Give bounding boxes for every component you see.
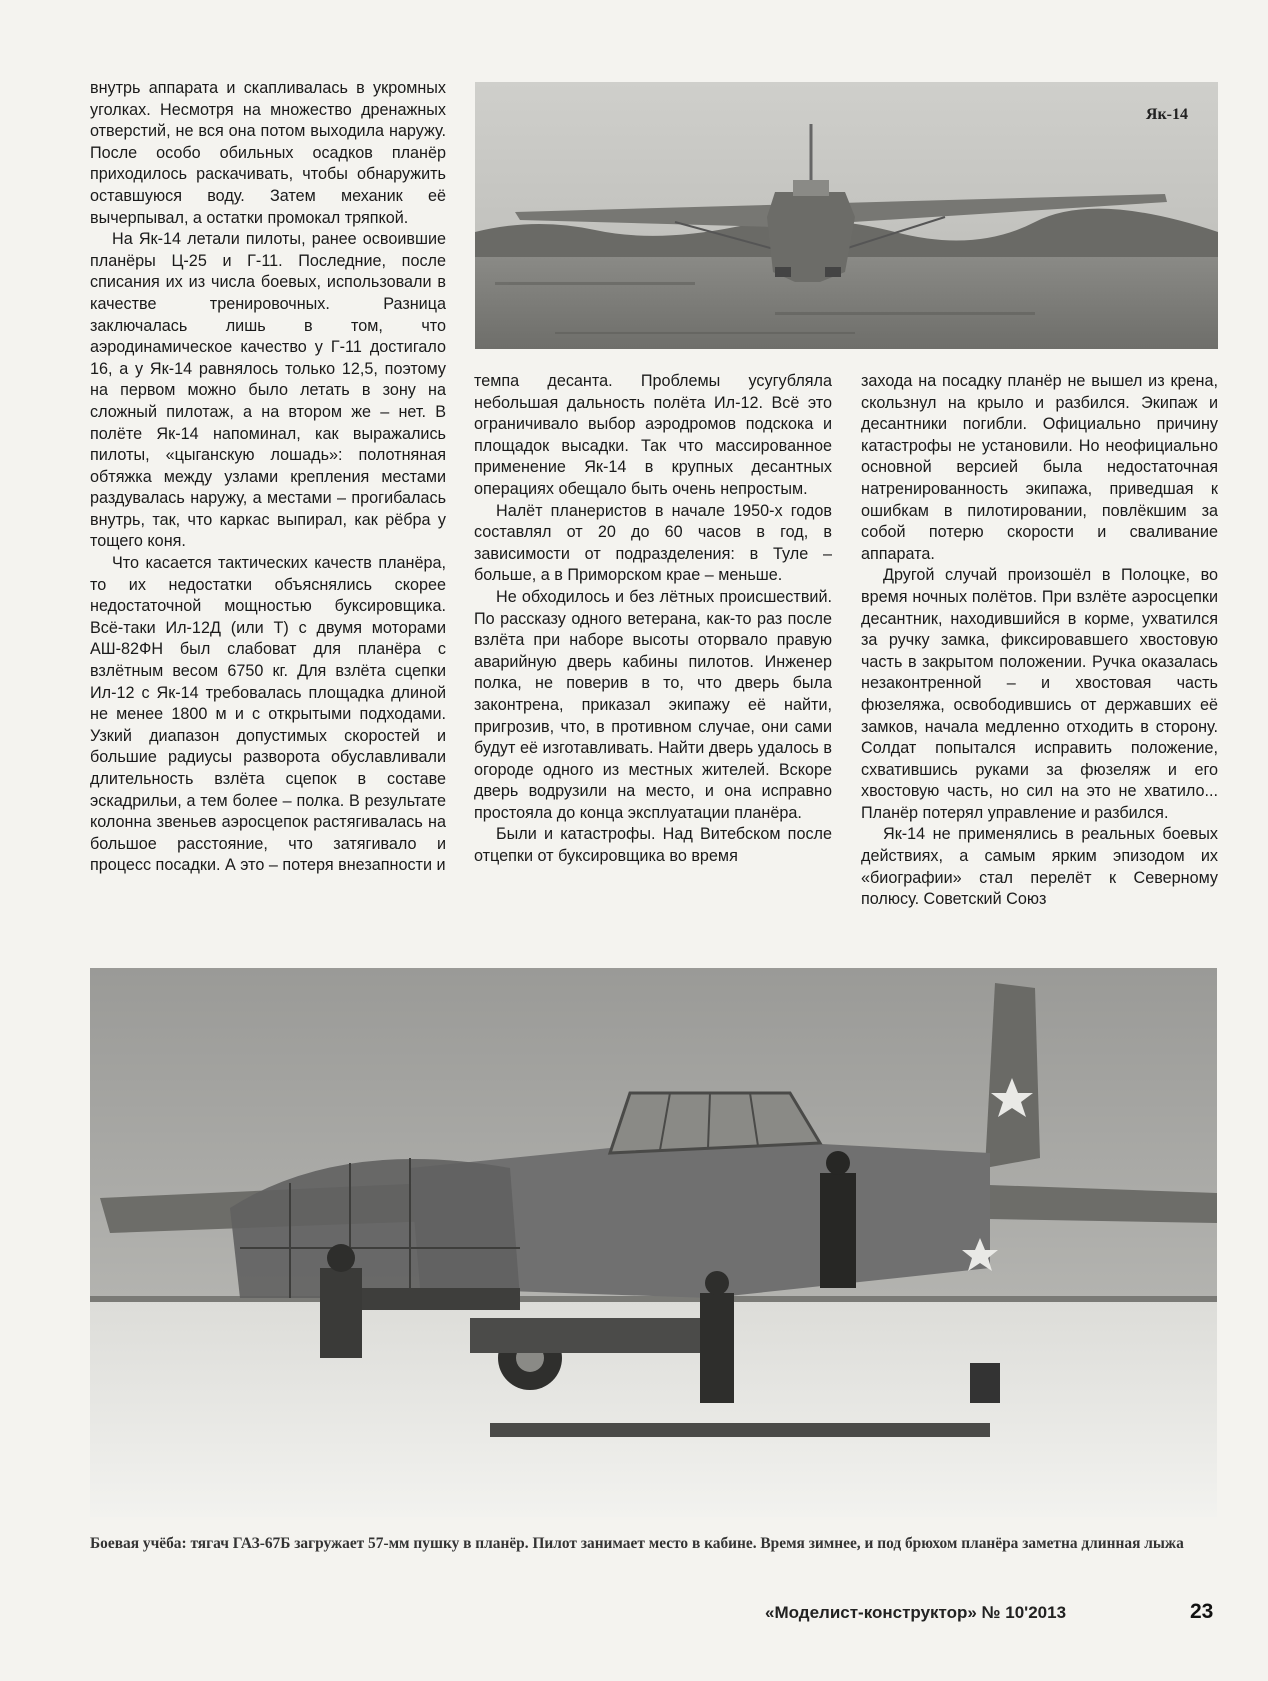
- photo-label: Як-14: [1145, 106, 1188, 123]
- paragraph: Были и катастрофы. Над Витебском после отцепки от буксировщика во время: [474, 825, 832, 866]
- page-number: 23: [1190, 1600, 1214, 1623]
- paragraph: Другой случай произошёл в Полоцке, во время ночных полётов. При взлёте аэросцепки десантник, находившийся в корме, ухватился за ручку замка, фиксировавшего хвостовую часть в закрытом положении. Ручка оказалась незаконтренной – и хвостовая часть фюзеляжа, освободившись от державших её замков, начала медленно отходить в сторону. Солдат попытался исправить положение, схватившись руками за фюзеляж и его хвостовую часть, но сил на это не хватило... Планёр потерял управление и разбился.: [861, 566, 1218, 822]
- paragraph: Налёт планеристов в начале 1950-х годов составлял от 20 до 60 часов в год, в зависимости от подразделения: в Туле – больше, а в Приморском крае – меньше.: [474, 501, 832, 585]
- paragraph: темпа десанта. Проблемы усугубляла небольшая дальность полёта Ил-12. Всё это ограничивало выбор аэродромов подскока и площадок высадки. Так что массированное применение Як-14 в крупных десантных операциях обещало быть очень непростым.: [474, 372, 832, 498]
- glider-photo-top: [475, 82, 1218, 349]
- text-column-1: [90, 78, 446, 877]
- paragraph: На Як-14 летали пилоты, ранее освоившие планёры Ц-25 и Г-11. Последние, после списания их из числа боевых, использовали в качестве тренировочных. Разница заключалась лишь в том, что аэродинамическое качество у Г-11 достигало 16, а у Як-14 равнялось только 12,5, поэтому на первом можно было летать в зону на сложный пилотаж, а на втором же – нет. В полёте Як-14 напоминал, как выражались пилоты, «цыганскую лошадь»: полотняная обтяжка между узлами крепления местами раздувалась наружу, а местами – прогибалась внутрь, так, что каркас выпирал, как рёбра у тощего коня.: [90, 230, 446, 551]
- paragraph: Не обходилось и без лётных происшествий. По рассказу одного ветерана, как-то раз после взлёта при наборе высоты оторвало правую аварийную дверь кабины пилотов. Инженер полка, не поверив в то, что дверь была законтрена, приказал экипажу её найти, пригрозив, что, в противном случае, они сами будут её изготавливать. Найти дверь удалось в огороде одного из местных жителей. Вскоре дверь водрузили на место, и она исправно простояла до конца эксплуатации планёра.: [474, 587, 832, 822]
- glider-loading-photo: [90, 968, 1217, 1517]
- text-column-3: [861, 371, 1218, 911]
- text-column-2: [474, 371, 832, 868]
- paragraph: захода на посадку планёр не вышел из крена, скользнул на крыло и разбился. Экипаж и десантники погибли. Официально причину катастрофы не установили. Но неофициально основной версией была недостаточная натренированность экипажа, приведшая к ошибкам в пилотировании, повлёкшим за собой потерю скорости и сваливание аппарата.: [861, 372, 1218, 563]
- glider-field-image: [475, 82, 1218, 349]
- photo-caption: Боевая учёба: тягач ГАЗ-67Б загружает 57-мм пушку в планёр. Пилот занимает место в кабине. Время зимнее, и под брюхом планёра заметна длинная лыжа: [90, 1535, 1184, 1552]
- paragraph: внутрь аппарата и скапливалась в укромных уголках. Несмотря на множество дренажных отверстий, не вся она потом выходила наружу. После особо обильных осадков планёр приходилось раскачивать, чтобы обнаружить оставшуюся воду. Затем механик её вычерпывал, а остатки промокал тряпкой.: [90, 79, 446, 227]
- glider-loading-image: [90, 968, 1217, 1517]
- paragraph: Як-14 не применялись в реальных боевых действиях, а самым ярким эпизодом их «биографии» стал перелёт к Северному полюсу. Советский Союз: [861, 825, 1218, 909]
- paragraph: Что касается тактических качеств планёра, то их недостатки объяснялись скорее недостаточной мощностью буксировщика. Всё-таки Ил-12Д (или Т) с двумя моторами АШ-82ФН был слабоват для планёра с взлётным весом 6750 кг. Для взлёта сцепки Ил-12 с Як-14 требовалась площадка длиной не менее 1800 м и с открытыми подходами. Узкий диапазон допустимых скоростей и большие радиусы разворота обуславливали длительность взлёта сцепок в составе эскадрильи, а тем более – полка. В результате колонна звеньев аэросцепок растягивалась на большое расстояние, что затягивало и процесс посадки. А это – потеря внезапности и: [90, 554, 446, 875]
- magazine-title: «Моделист-конструктор» № 10'2013: [765, 1603, 1067, 1622]
